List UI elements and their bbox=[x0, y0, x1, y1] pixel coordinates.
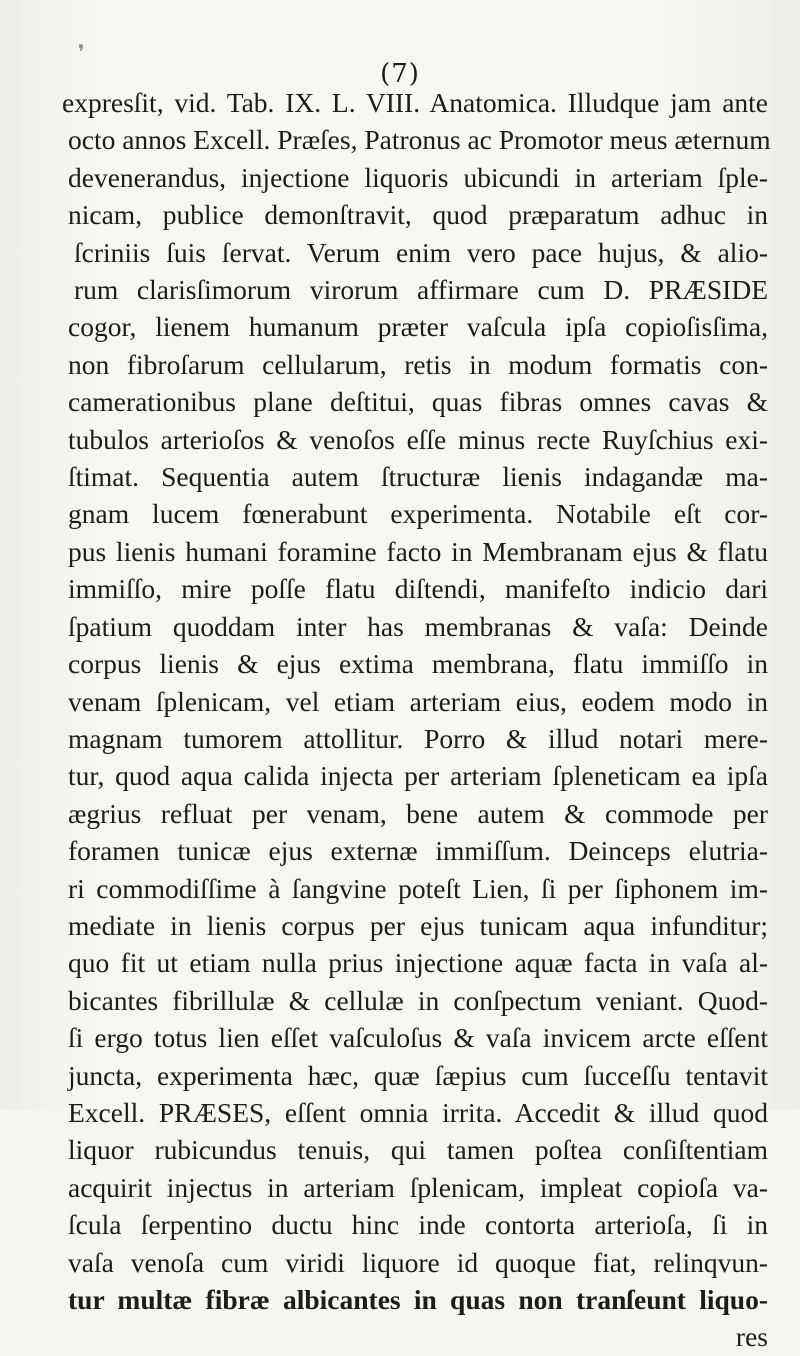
text-line: corpus lienis & ejus extima membrana, flatu immiſſo in bbox=[68, 648, 768, 680]
text-line: juncta, experimenta hæc, quæ ſæpius cum ſucceſſu tentavit bbox=[68, 1059, 768, 1091]
text-line: tubulos arterioſos & venoſos eſſe minus recte Ruyſchius exi- bbox=[68, 423, 768, 455]
text-line: ægrius refluat per venam, bene autem & commode per bbox=[68, 797, 768, 829]
text-line: quo fit ut etiam nulla prius injectione aquæ facta in vaſa al- bbox=[68, 947, 768, 979]
text-line: tur, quod aqua calida injecta per arteriam ſpleneticam ea ipſa bbox=[68, 760, 768, 792]
margin-mark: ❜ bbox=[78, 40, 85, 64]
text-line: camerationibus plane deſtitui, quas fibras omnes cavas & bbox=[68, 386, 768, 418]
text-line: ſtimat. Sequentia autem ſtructuræ lienis indagandæ ma- bbox=[68, 461, 768, 493]
text-line: vaſa venoſa cum viridi liquore id quoque fiat, relinqvun- bbox=[68, 1246, 768, 1278]
catchword: res bbox=[735, 1321, 768, 1353]
text-line: non fibroſarum cellularum, retis in modum formatis con- bbox=[68, 348, 768, 380]
text-line: tur multæ fibræ albicantes in quas non tranſeunt liquo- bbox=[68, 1284, 768, 1315]
text-line: foramen tunicæ ejus externæ immiſſum. Deinceps elutria- bbox=[68, 835, 768, 867]
text-line: bicantes fibrillulæ & cellulæ in conſpectum veniant. Quod- bbox=[68, 984, 768, 1016]
body-text bbox=[62, 84, 771, 1356]
text-line: ſcula ſerpentino ductu hinc inde contorta arterioſa, ſi in bbox=[68, 1209, 768, 1241]
text-line: nicam, publice demonſtravit, quod præparatum adhuc in bbox=[68, 199, 768, 231]
text-line: mediate in lienis corpus per ejus tunicam aqua infunditur; bbox=[68, 909, 768, 941]
text-line: liquor rubicundus tenuis, qui tamen poſtea conſiſtentiam bbox=[68, 1134, 768, 1166]
text-line: acquirit injectus in arteriam ſplenicam, impleat copioſa va- bbox=[68, 1171, 768, 1203]
text-line: ſcriniis ſuis ſervat. Verum enim vero pace hujus, & alio- bbox=[74, 236, 768, 268]
text-line: expresſit, vid. Tab. IX. L. VIII. Anatomica. Illudque jam ante bbox=[62, 87, 768, 118]
text-line: immiſſo, mire poſſe flatu diſtendi, manifeſto indicio dari bbox=[68, 573, 768, 605]
text-line: octo annos Excell. Præſes, Patronus ac Promotor meus æternum bbox=[68, 124, 771, 156]
text-line: gnam lucem fœnerabunt experimenta. Notabile eſt cor- bbox=[68, 498, 768, 530]
page-number: (7) bbox=[380, 59, 420, 89]
text-line: rum clarisſimorum virorum affirmare cum D. PRÆSIDE bbox=[74, 274, 768, 306]
text-line: cogor, lienem humanum præter vaſcula ipſa copioſisſima, bbox=[68, 311, 768, 343]
text-line: venam ſplenicam, vel etiam arteriam eius, eodem modo in bbox=[68, 685, 768, 717]
text-line: magnam tumorem attollitur. Porro & illud notari mere- bbox=[68, 722, 768, 754]
text-line: ſi ergo totus lien eſſet vaſculoſus & vaſa invicem arcte eſſent bbox=[68, 1022, 768, 1054]
text-line: ſpatium quoddam inter has membranas & vaſa: Deinde bbox=[68, 610, 768, 642]
text-line: ri commodiſſime à ſangvine poteſt Lien, ſi per ſiphonem im- bbox=[68, 872, 768, 904]
text-line: pus lienis humani foramine facto in Membranam ejus & flatu bbox=[68, 535, 768, 567]
text-line: Excell. PRÆSES, eſſent omnia irrita. Accedit & illud quod bbox=[68, 1096, 768, 1128]
text-line: devenerandus, injectione liquoris ubicundi in arteriam ſple- bbox=[68, 161, 768, 193]
